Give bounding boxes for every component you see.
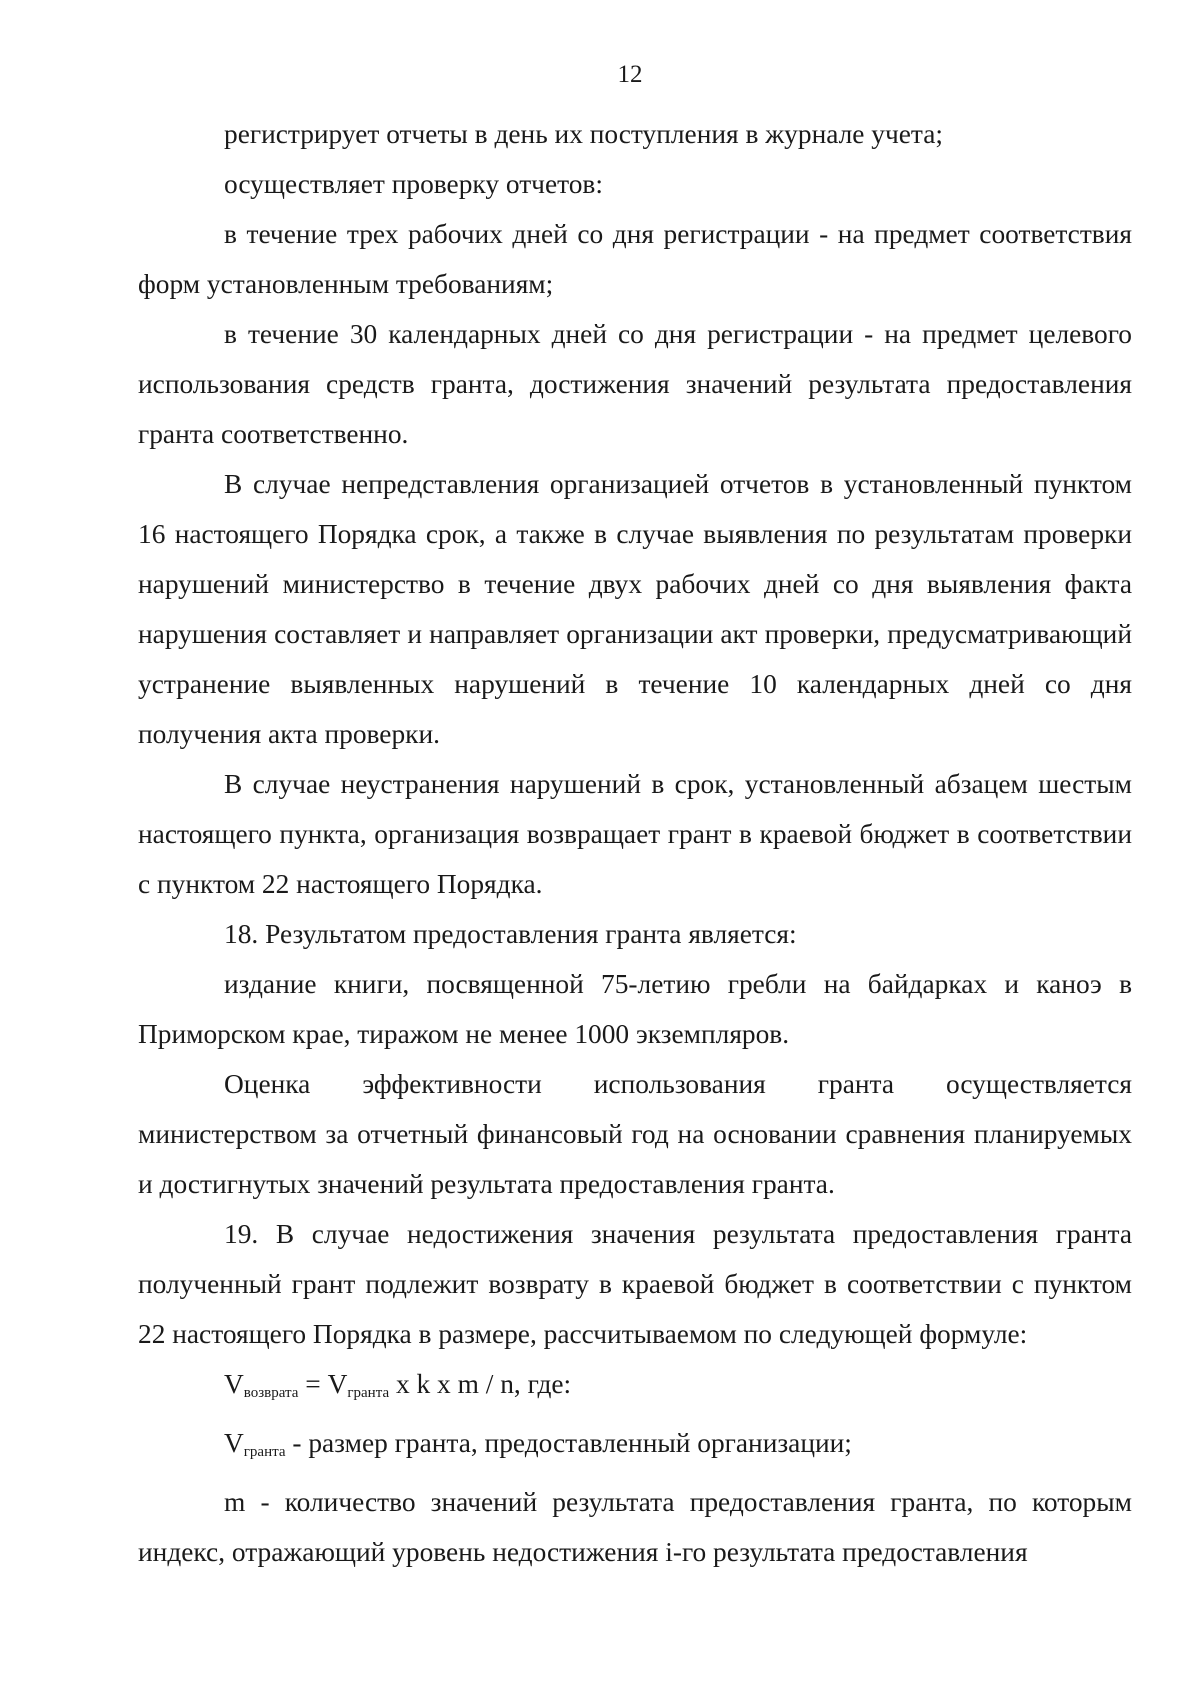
definition-m: m - количество значений результата предоставления гранта, по которым индекс, отражающий уровень недостижения i-го результата предоставления — [138, 1487, 1132, 1567]
definition-v-text: - размер гранта, предоставленный организации; — [285, 1428, 852, 1458]
formula-v-grant: V — [327, 1369, 348, 1399]
paragraph-register-reports: регистрирует отчеты в день их поступления в журнале учета; — [224, 119, 944, 149]
paragraph-item-18: 18. Результатом предоставления гранта является: — [224, 919, 797, 949]
paragraph-book-edition: издание книги, посвященной 75-летию гребли на байдарках и каноэ в Приморском крае, тиражом не менее 1000 экземпляров. — [138, 969, 1132, 1049]
definition-v-symbol: V — [224, 1428, 244, 1458]
formula-equals: = — [298, 1369, 328, 1399]
document-body — [138, 109, 1132, 1577]
definition-v-grant — [138, 1418, 1132, 1477]
formula-line — [138, 1359, 1132, 1418]
paragraph-three-days: в течение трех рабочих дней со дня регистрации - на предмет соответствия форм установленным требованиям; — [138, 219, 1132, 299]
formula-sub-grant: гранта — [347, 1385, 390, 1401]
formula-rest: x k x m / n, где: — [389, 1369, 572, 1399]
formula-sub-return: возврата — [243, 1385, 299, 1401]
paragraph-non-elimination: В случае неустранения нарушений в срок, установленный абзацем шестым настоящего пункта, организация возвращает грант в краевой бюджет в соответствии с пунктом 22 настоящего Порядка. — [138, 769, 1132, 899]
formula-v-return: V — [224, 1369, 244, 1399]
definition-v-sub: гранта — [243, 1444, 286, 1460]
paragraph-checks-reports: осуществляет проверку отчетов: — [224, 169, 603, 199]
paragraph-efficiency-evaluation: Оценка эффективности использования гранта осуществляется министерством за отчетный финансовый год на основании сравнения планируемых и достигнутых значений результата предоставления гранта. — [138, 1069, 1132, 1199]
paragraph-non-submission: В случае непредставления организацией отчетов в установленный пунктом 16 настоящего Порядка срок, а также в случае выявления по результатам проверки нарушений министерство в течение двух рабочих дней со дня выявления факта нарушения составляет и направляет организации акт проверки, предусматривающий устранение выявленных нарушений в течение 10 календарных дней со дня получения акта проверки. — [138, 469, 1132, 749]
paragraph-item-19: 19. В случае недостижения значения результата предоставления гранта полученный грант подлежит возврату в краевой бюджет в соответствии с пунктом 22 настоящего Порядка в размере, рассчитываемом по следующей формуле: — [138, 1219, 1132, 1349]
page-number: 12 — [617, 61, 643, 88]
paragraph-thirty-days: в течение 30 календарных дней со дня регистрации - на предмет целевого использования средств гранта, достижения значений результата предоставления гранта соответственно. — [138, 319, 1132, 449]
